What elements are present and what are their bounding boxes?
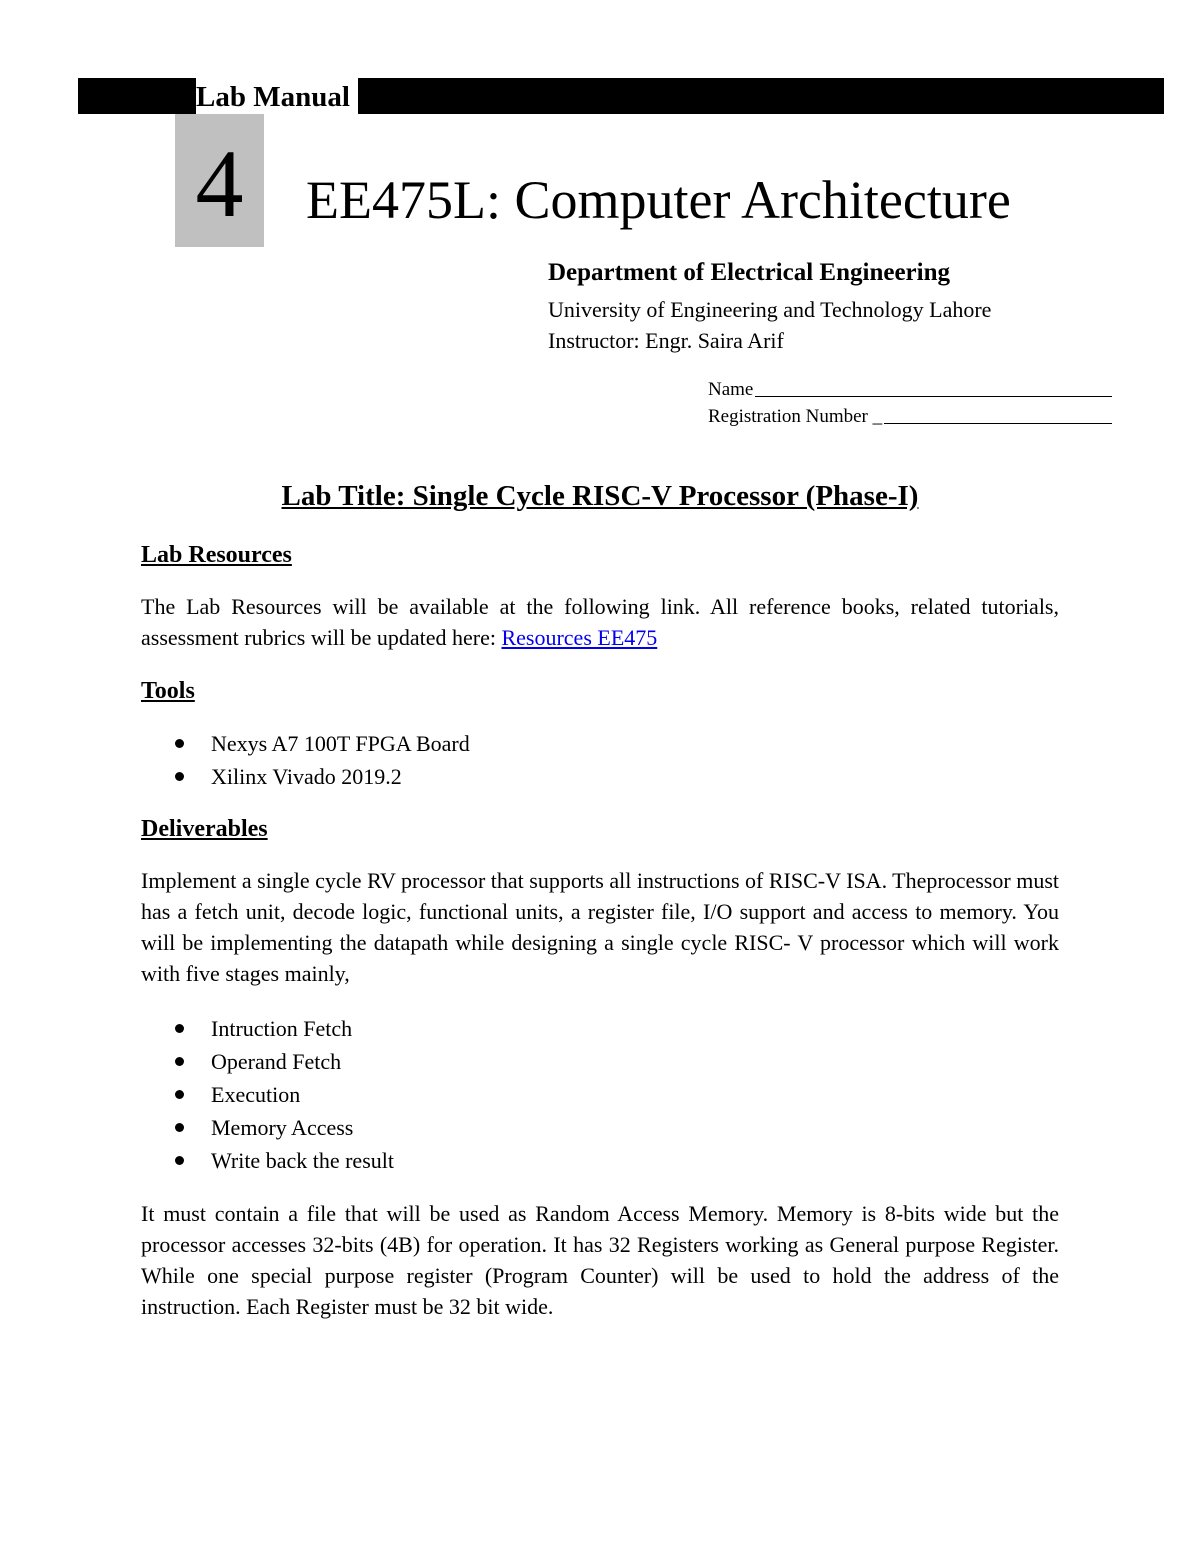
bullet-icon: [175, 1024, 184, 1033]
course-title: EE475L: Computer Architecture: [306, 170, 1011, 230]
name-line[interactable]: [755, 396, 1112, 397]
student-form: [708, 374, 1112, 428]
tools-list: [141, 727, 1059, 793]
lab-number-box: [175, 114, 264, 247]
list-item: Xilinx Vivado 2019.2: [141, 760, 1059, 793]
department: Department of Electrical Engineering: [548, 259, 950, 286]
bullet-icon: [175, 1057, 184, 1066]
instructor: Instructor: Engr. Saira Arif: [548, 328, 784, 353]
bullet-icon: [175, 1090, 184, 1099]
university: University of Engineering and Technology Lahore: [548, 297, 992, 322]
list-item: Execution: [141, 1078, 1059, 1111]
list-item: Intruction Fetch: [141, 1012, 1059, 1045]
deliverables-heading: Deliverables: [141, 816, 268, 842]
tools-heading: Tools: [141, 678, 195, 704]
resources-link[interactable]: Resources EE475: [501, 625, 658, 650]
list-item: Nexys A7 100T FPGA Board: [141, 727, 1059, 760]
lab-number: 4: [195, 130, 244, 237]
bullet-icon: [175, 1156, 184, 1165]
lab-manual-label: Lab Manual: [196, 78, 358, 114]
bullet-icon: [175, 772, 184, 781]
registration-label: Registration Number _: [708, 406, 883, 427]
document-body: [141, 540, 1059, 1345]
bullet-icon: [175, 1123, 184, 1132]
deliverables-intro: Implement a single cycle RV processor that supports all instructions of RISC-V ISA. Theprocessor must has a fetch unit, decode logic, functional units, a register file, I/O support and access to memory. You will be implementing the datapath while designing a single cycle RISC- V processor which will work with five stages mainly,: [141, 868, 1059, 986]
registration-field[interactable]: [708, 401, 1112, 428]
resources-text: The Lab Resources will be available at the following link. All reference books, related tutorials, assessment rubrics will be updated here:: [141, 594, 1059, 650]
resources-paragraph: [141, 591, 1059, 653]
list-item: Operand Fetch: [141, 1045, 1059, 1078]
name-field[interactable]: [708, 374, 1112, 401]
name-label: Name: [708, 379, 754, 400]
list-item: Memory Access: [141, 1111, 1059, 1144]
memory-paragraph: It must contain a file that will be used as Random Access Memory. Memory is 8-bits wide but the processor accesses 32-bits (4B) for operation. It has 32 Registers working as General purpose Register. While one special purpose register (Program Counter) will be used to hold the address of the instruction. Each Register must be 32 bit wide.: [141, 1201, 1059, 1319]
lab-title: Lab Title: Single Cycle RISC-V Processor (Phase-I): [281, 480, 919, 512]
list-item: Write back the result: [141, 1144, 1059, 1177]
affiliation-block: [548, 258, 1108, 356]
registration-line[interactable]: [884, 423, 1112, 424]
stages-list: [141, 1012, 1059, 1177]
bullet-icon: [175, 739, 184, 748]
resources-heading: Lab Resources: [141, 542, 292, 568]
